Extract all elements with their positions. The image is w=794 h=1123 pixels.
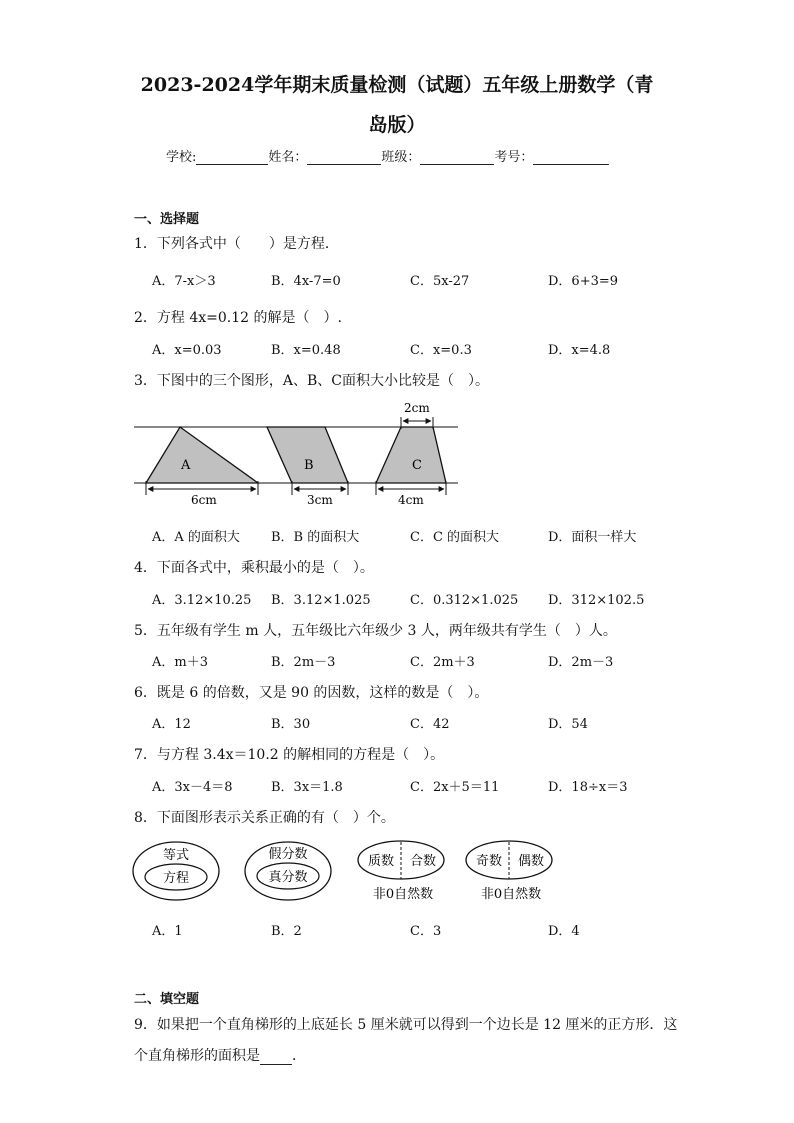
exam-number-blank[interactable] — [533, 150, 609, 165]
dim-label-2cm: 2cm — [404, 401, 430, 415]
question-9-end: ． — [292, 1048, 306, 1064]
question-9-answer-blank[interactable] — [260, 1050, 292, 1065]
q6-option-a[interactable]: A．12 — [152, 717, 191, 732]
question-3-stem: 3．下图中的三个图形，A、B、C面积大小比较是（ ）。 — [134, 373, 490, 389]
page-title-line1: 2023-2024学年期末质量检测（试题）五年级上册数学（青 — [140, 74, 654, 96]
exam-number-label: 考号： — [494, 150, 534, 165]
diagram2-outer-label: 假分数 — [268, 847, 308, 862]
diagram4-left-label: 奇数 — [475, 854, 503, 869]
diagram1-outer-label: 等式 — [162, 848, 190, 863]
diagram3-left-label: 质数 — [367, 854, 395, 869]
dim-label-6cm: 6cm — [191, 493, 217, 507]
question-7-stem: 7．与方程 3.4x＝10.2 的解相同的方程是（ ）。 — [134, 747, 445, 763]
parallelogram-b-label: B — [304, 458, 314, 473]
q5-option-c[interactable]: C．2m＋3 — [410, 655, 475, 670]
diagram3-right-label: 合数 — [409, 854, 437, 869]
q8-option-d[interactable]: D．4 — [548, 924, 580, 939]
q8-option-c[interactable]: C．3 — [410, 924, 442, 939]
school-blank[interactable] — [196, 150, 268, 165]
q8-option-a[interactable]: A．1 — [152, 924, 183, 939]
trapezoid-c-label: C — [412, 458, 422, 473]
question-4-stem: 4．下面各式中，乘积最小的是（ ）。 — [134, 560, 374, 576]
student-info-row — [166, 146, 609, 165]
q8-figure-diagrams — [0, 834, 794, 910]
diagram2-inner-label: 真分数 — [268, 870, 308, 885]
question-2-stem: 2．方程 4x=0.12 的解是（ ）. — [134, 310, 342, 326]
q2-option-b[interactable]: B．x=0.48 — [271, 343, 341, 358]
q3-option-c[interactable]: C．C 的面积大 — [410, 530, 500, 545]
q8-option-b[interactable]: B．2 — [271, 924, 302, 939]
q1-option-d[interactable]: D．6+3=9 — [548, 274, 619, 289]
dim-label-3cm: 3cm — [307, 493, 333, 507]
question-9-line2-text: 个直角梯形的面积是 — [134, 1048, 260, 1064]
school-label: 学校: — [166, 150, 197, 165]
diagram4-caption: 非0自然数 — [480, 887, 542, 902]
diagram3-caption: 非0自然数 — [372, 887, 434, 902]
q4-option-a[interactable]: A．3.12×10.25 — [152, 593, 252, 608]
diagram4-right-label: 偶数 — [517, 854, 545, 869]
q2-option-a[interactable]: A．x=0.03 — [152, 343, 222, 358]
q5-option-a[interactable]: A．m＋3 — [152, 655, 208, 670]
name-blank[interactable] — [307, 150, 381, 165]
q3-option-d[interactable]: D．面积一样大 — [548, 530, 637, 545]
q3-figure-shapes — [0, 395, 794, 515]
triangle-a-label: A — [181, 458, 191, 473]
dim-label-4cm: 4cm — [398, 493, 424, 507]
diagram1-inner-label: 方程 — [162, 871, 190, 886]
q6-option-b[interactable]: B．30 — [271, 717, 311, 732]
q6-option-d[interactable]: D．54 — [548, 717, 588, 732]
q1-option-a[interactable]: A．7-x＞3 — [152, 274, 216, 289]
q7-option-a[interactable]: A．3x－4＝8 — [152, 780, 233, 795]
q7-option-b[interactable]: B．3x＝1.8 — [271, 780, 343, 795]
triangle-a — [146, 427, 258, 483]
question-5-stem: 5．五年级有学生 m 人，五年级比六年级少 3 人，两年级共有学生（ ）人。 — [134, 623, 617, 639]
class-blank[interactable] — [420, 150, 494, 165]
q2-option-d[interactable]: D．x=4.8 — [548, 343, 611, 358]
section-heading-choice: 一、选择题 — [134, 212, 200, 227]
q5-option-b[interactable]: B．2m－3 — [271, 655, 336, 670]
q1-option-b[interactable]: B．4x-7=0 — [271, 274, 341, 289]
q3-option-b[interactable]: B．B 的面积大 — [271, 530, 360, 545]
section-heading-fill-blank: 二、填空题 — [134, 992, 200, 1007]
trapezoid-c — [376, 427, 446, 483]
page-title-line2: 岛版） — [368, 114, 426, 136]
q3-option-a[interactable]: A．A 的面积大 — [152, 530, 240, 545]
q4-option-c[interactable]: C．0.312×1.025 — [410, 593, 519, 608]
class-label: 班级： — [381, 150, 421, 165]
question-6-stem: 6．既是 6 的倍数，又是 90 的因数，这样的数是（ ）。 — [134, 685, 489, 701]
question-1-stem: 1．下列各式中（ ）是方程． — [134, 236, 339, 252]
name-label: 姓名： — [268, 150, 308, 165]
q5-option-d[interactable]: D．2m－3 — [548, 655, 614, 670]
question-9-line2 — [134, 1045, 306, 1065]
q7-option-d[interactable]: D．18÷x＝3 — [548, 780, 628, 795]
q4-option-b[interactable]: B．3.12×1.025 — [271, 593, 371, 608]
q2-option-c[interactable]: C．x=0.3 — [410, 343, 472, 358]
question-9-line1: 9．如果把一个直角梯形的上底延长 5 厘米就可以得到一个边长是 12 厘米的正方形．这 — [134, 1017, 678, 1033]
q7-option-c[interactable]: C．2x＋5＝11 — [410, 780, 500, 795]
question-8-stem: 8．下面图形表示关系正确的有（ ）个。 — [134, 810, 395, 826]
q1-option-c[interactable]: C．5x-27 — [410, 274, 470, 289]
parallelogram-b — [267, 427, 348, 483]
q6-option-c[interactable]: C．42 — [410, 717, 450, 732]
q4-option-d[interactable]: D．312×102.5 — [548, 593, 645, 608]
